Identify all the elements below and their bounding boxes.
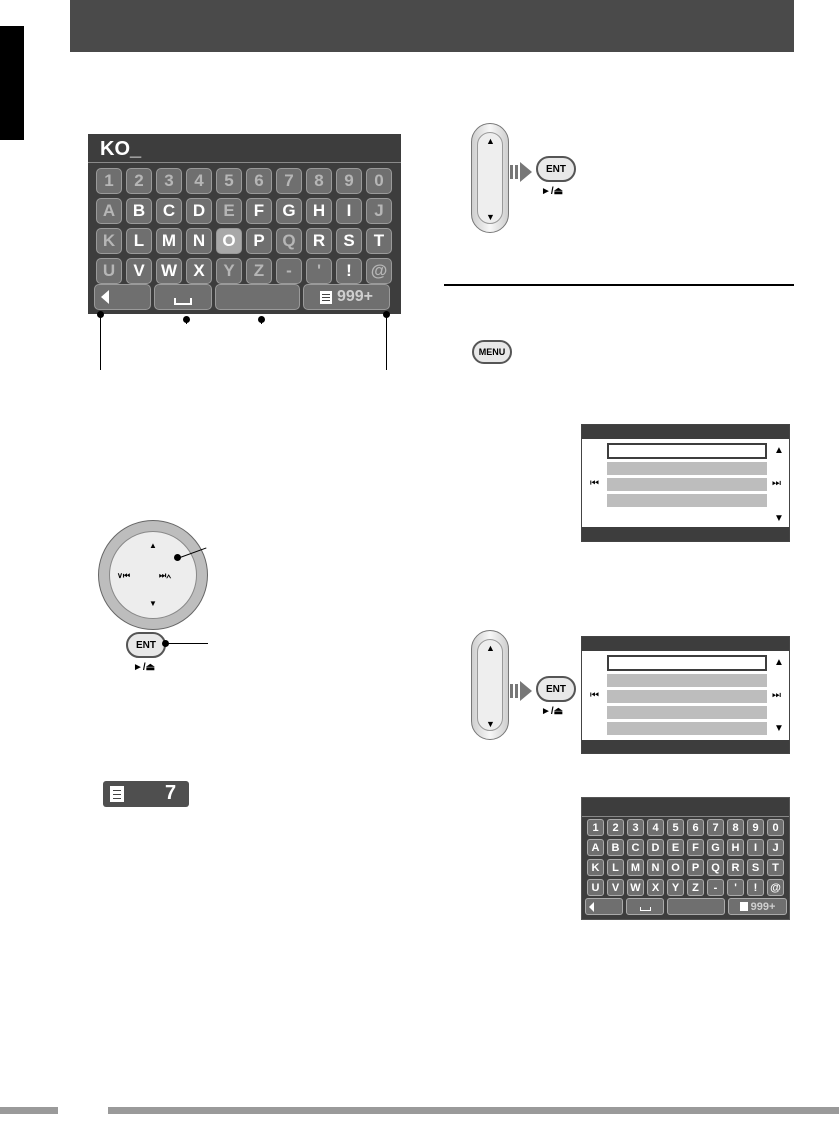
down-triangle-icon: ▼ xyxy=(774,723,784,734)
callout-line xyxy=(100,315,101,370)
footer-bar-right xyxy=(108,1107,839,1114)
key[interactable]: C xyxy=(627,839,644,856)
key[interactable]: 8 xyxy=(727,819,744,836)
key[interactable]: A xyxy=(96,198,122,224)
rocker-control[interactable] xyxy=(471,630,509,740)
key[interactable]: H xyxy=(727,839,744,856)
list-icon xyxy=(320,291,332,304)
key[interactable]: @ xyxy=(366,258,392,284)
space-key[interactable] xyxy=(626,898,664,915)
key[interactable]: Y xyxy=(667,879,684,896)
key[interactable]: 0 xyxy=(366,168,392,194)
callout-line xyxy=(386,315,387,370)
space-icon xyxy=(174,298,192,305)
key[interactable]: A xyxy=(587,839,604,856)
key[interactable]: 1 xyxy=(96,168,122,194)
menu-row[interactable] xyxy=(607,706,767,719)
down-triangle-icon: ▼ xyxy=(149,599,157,608)
keyboard-input-bar xyxy=(88,134,401,163)
back-arrow-icon xyxy=(589,902,594,912)
key[interactable]: K xyxy=(96,228,122,254)
key[interactable]: Z xyxy=(687,879,704,896)
up-triangle-icon: ▲ xyxy=(486,136,495,146)
key[interactable]: P xyxy=(687,859,704,876)
menu-row[interactable] xyxy=(607,478,767,491)
callout-line xyxy=(168,643,208,644)
next-track-icon: ⏭ xyxy=(772,690,781,701)
rocker-control[interactable] xyxy=(471,123,509,233)
key[interactable]: H xyxy=(306,198,332,224)
key[interactable]: G xyxy=(276,198,302,224)
key[interactable]: ! xyxy=(747,879,764,896)
keyboard-screen xyxy=(88,134,401,314)
key[interactable]: 2 xyxy=(607,819,624,836)
key[interactable]: Z xyxy=(246,258,272,284)
key[interactable]: W xyxy=(156,258,182,284)
key[interactable]: 6 xyxy=(246,168,272,194)
blank-key[interactable] xyxy=(215,284,300,310)
key[interactable]: V xyxy=(126,258,152,284)
key[interactable]: G xyxy=(707,839,724,856)
counter-label: 999+ xyxy=(750,900,776,913)
space-icon xyxy=(640,907,651,911)
joystick-control[interactable] xyxy=(98,520,208,630)
key[interactable]: ' xyxy=(727,879,744,896)
key[interactable]: E xyxy=(667,839,684,856)
double-arrow-icon xyxy=(510,679,534,703)
key[interactable]: ! xyxy=(336,258,362,284)
key[interactable]: R xyxy=(727,859,744,876)
key[interactable]: M xyxy=(627,859,644,876)
key[interactable]: F xyxy=(246,198,272,224)
up-triangle-icon: ▲ xyxy=(149,541,157,550)
key[interactable]: 0 xyxy=(767,819,784,836)
language-side-tab xyxy=(0,26,24,140)
double-arrow-icon xyxy=(510,160,534,184)
play-pause-label: ►/⏏ xyxy=(133,662,156,673)
next-track-icon: ⏭ xyxy=(772,478,781,489)
key[interactable]: U xyxy=(587,879,604,896)
menu-row[interactable] xyxy=(607,494,767,507)
key[interactable]: J xyxy=(366,198,392,224)
list-icon xyxy=(740,902,748,911)
key[interactable]: @ xyxy=(767,879,784,896)
key[interactable]: 1 xyxy=(587,819,604,836)
key[interactable]: Y xyxy=(216,258,242,284)
key[interactable]: T xyxy=(767,859,784,876)
key[interactable]: S xyxy=(336,228,362,254)
header-bar xyxy=(70,0,794,52)
menu-screen-1 xyxy=(581,424,790,542)
key[interactable]: O xyxy=(667,859,684,876)
menu-row[interactable] xyxy=(607,462,767,475)
prev-track-icon: ⏮ xyxy=(590,478,599,489)
down-triangle-icon: ▼ xyxy=(486,719,495,729)
key[interactable]: B xyxy=(607,839,624,856)
key[interactable]: R xyxy=(306,228,332,254)
back-arrow-icon xyxy=(101,290,109,304)
key[interactable]: I xyxy=(336,198,362,224)
key[interactable]: P xyxy=(246,228,272,254)
play-pause-label: ►/⏏ xyxy=(541,706,564,717)
keyboard-input-text: KO_ xyxy=(100,138,142,160)
key[interactable]: 9 xyxy=(336,168,362,194)
key[interactable]: O xyxy=(216,228,242,254)
key[interactable]: V xyxy=(607,879,624,896)
key[interactable]: B xyxy=(126,198,152,224)
small-keyboard-screen xyxy=(581,797,790,920)
key[interactable]: - xyxy=(707,879,724,896)
key[interactable]: D xyxy=(647,839,664,856)
list-counter-key[interactable] xyxy=(303,284,390,310)
key[interactable]: L xyxy=(607,859,624,876)
key[interactable]: Q xyxy=(707,859,724,876)
key[interactable]: 9 xyxy=(747,819,764,836)
key[interactable]: 4 xyxy=(186,168,212,194)
key[interactable]: X xyxy=(186,258,212,284)
key[interactable]: 3 xyxy=(156,168,182,194)
play-pause-label: ►/⏏ xyxy=(541,186,564,197)
key[interactable]: 5 xyxy=(216,168,242,194)
section-divider xyxy=(444,284,794,286)
callout-line xyxy=(186,320,187,324)
key[interactable]: 5 xyxy=(667,819,684,836)
joystick-right-label: ⏭∧ xyxy=(159,571,172,580)
key[interactable]: 8 xyxy=(306,168,332,194)
key[interactable]: T xyxy=(366,228,392,254)
key[interactable]: W xyxy=(627,879,644,896)
key[interactable]: S xyxy=(747,859,764,876)
key[interactable]: N xyxy=(186,228,212,254)
key[interactable]: I xyxy=(747,839,764,856)
space-key[interactable] xyxy=(154,284,212,310)
item-count-badge xyxy=(103,781,189,807)
menu-button[interactable]: MENU xyxy=(472,340,512,364)
key[interactable]: ' xyxy=(306,258,332,284)
key[interactable]: Q xyxy=(276,228,302,254)
key[interactable]: X xyxy=(647,879,664,896)
prev-track-icon: ⏮ xyxy=(590,690,599,701)
up-triangle-icon: ▲ xyxy=(486,643,495,653)
key[interactable]: 4 xyxy=(647,819,664,836)
key[interactable]: 7 xyxy=(707,819,724,836)
blank-key[interactable] xyxy=(667,898,725,915)
key[interactable]: E xyxy=(216,198,242,224)
footer-bar-left xyxy=(0,1107,58,1114)
ent-button[interactable]: ENT xyxy=(536,156,576,182)
key[interactable]: M xyxy=(156,228,182,254)
up-triangle-icon: ▲ xyxy=(774,445,784,456)
down-triangle-icon: ▼ xyxy=(486,212,495,222)
menu-row-selected[interactable] xyxy=(607,443,767,459)
badge-count: 7 xyxy=(165,782,177,804)
back-key[interactable] xyxy=(94,284,151,310)
key[interactable]: C xyxy=(156,198,182,224)
key[interactable]: 2 xyxy=(126,168,152,194)
ent-button[interactable]: ENT xyxy=(536,676,576,702)
key[interactable]: N xyxy=(647,859,664,876)
joystick-left-label: ∨⏮ xyxy=(117,571,131,580)
counter-label: 999+ xyxy=(336,288,374,305)
back-key[interactable] xyxy=(585,898,623,915)
list-counter-key[interactable] xyxy=(728,898,787,915)
up-triangle-icon: ▲ xyxy=(774,657,784,668)
ent-button[interactable]: ENT xyxy=(126,632,166,658)
key[interactable]: J xyxy=(767,839,784,856)
key[interactable]: D xyxy=(186,198,212,224)
key[interactable]: U xyxy=(96,258,122,284)
key[interactable]: 6 xyxy=(687,819,704,836)
key[interactable]: K xyxy=(587,859,604,876)
menu-row-selected[interactable] xyxy=(607,655,767,671)
key[interactable]: 3 xyxy=(627,819,644,836)
key[interactable]: F xyxy=(687,839,704,856)
menu-row[interactable] xyxy=(607,690,767,703)
key[interactable]: 7 xyxy=(276,168,302,194)
menu-row[interactable] xyxy=(607,722,767,735)
key[interactable]: - xyxy=(276,258,302,284)
small-keyboard-input-bar xyxy=(582,798,789,817)
menu-row[interactable] xyxy=(607,674,767,687)
down-triangle-icon: ▼ xyxy=(774,513,784,524)
callout-line xyxy=(261,320,262,324)
list-icon xyxy=(110,786,124,802)
menu-screen-2 xyxy=(581,636,790,754)
key[interactable]: L xyxy=(126,228,152,254)
